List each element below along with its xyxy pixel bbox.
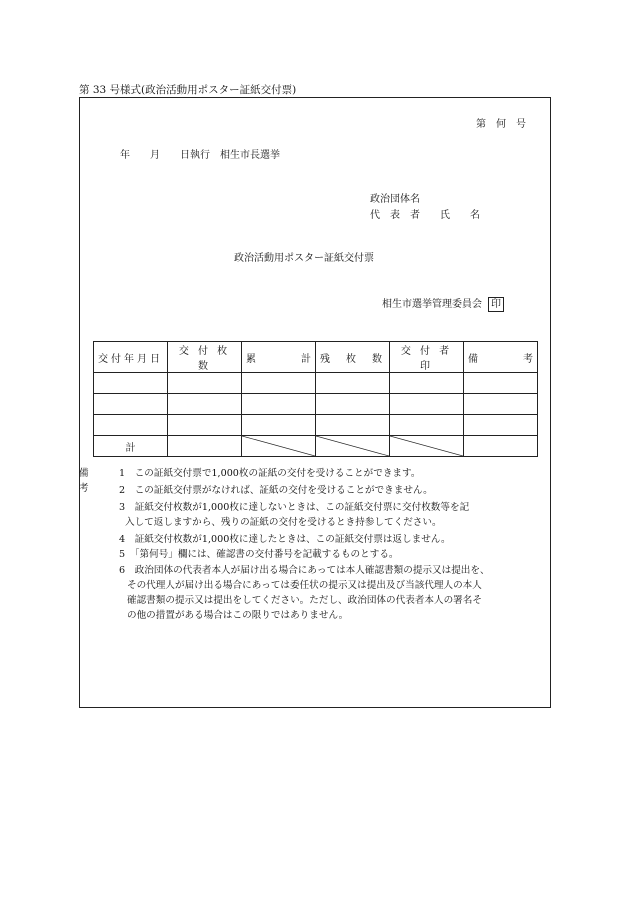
note-6-cont-3: の他の措置がある場合はこの限りではありません。 (127, 610, 349, 621)
issuance-table (93, 341, 538, 457)
election-line: 年 月 日執行 相生市長選挙 (120, 150, 280, 161)
note-6: 6 政治団体の代表者本人が届け出る場合にあっては本人確認書類の提示又は提出を、 (119, 565, 490, 576)
notes-heading: 備考 (79, 468, 89, 495)
document-title: 政治活動用ポスター証紙交付票 (234, 253, 374, 264)
note-6-cont-2: 確認書類の提示又は提出をしてください。ただし、政治団体の代表者本人の署名そ (127, 595, 482, 606)
number-label: 第 何 号 (476, 119, 526, 130)
form-number-title: 第 33 号様式(政治活動用ポスター証紙交付票) (79, 84, 297, 96)
table-header-row (94, 342, 538, 373)
issuer-line (382, 295, 504, 312)
note-3-cont: 入して返しますから、残りの証紙の交付を受けるとき持参してください。 (125, 517, 442, 528)
note-3: 3 証紙交付枚数が1,000枚に達しないときは、この証紙交付票に交付枚数等を記 (119, 502, 470, 513)
table-row (94, 415, 538, 436)
header-issued-count: 交 付 枚 数 (168, 342, 242, 373)
diagonal-cell (390, 436, 464, 457)
table-total-row (94, 436, 538, 457)
note-2: 2 この証紙交付票がなければ、証紙の交付を受けることができません。 (119, 485, 433, 496)
header-issuer-seal: 交 付 者 印 (390, 342, 464, 373)
header-remaining: 残 枚 数 (316, 342, 390, 373)
diagonal-cell (316, 436, 390, 457)
org-name-label: 政治団体名 (370, 194, 420, 205)
diagonal-cell (242, 436, 316, 457)
seal-box: 印 (488, 297, 504, 312)
representative-label: 代 表 者 氏 名 (370, 210, 480, 221)
issuer-name: 相生市選挙管理委員会 (382, 299, 482, 310)
table-row (94, 373, 538, 394)
note-1: 1 この証紙交付票で1,000枚の証紙の交付を受けることができます。 (119, 468, 421, 479)
note-6-cont-1: その代理人が届け出る場合にあっては委任状の提示又は提出及び当該代理人の本人 (127, 580, 482, 591)
note-5: 5 「第何号」欄には、確認書の交付番号を記載するものとする。 (119, 549, 399, 560)
total-label: 計 (94, 436, 168, 457)
note-4: 4 証紙交付枚数が1,000枚に達したときは、この証紙交付票は返しません。 (119, 534, 451, 545)
table-row (94, 394, 538, 415)
header-remarks: 備 考 (464, 342, 538, 373)
header-date: 交付年月日 (94, 342, 168, 373)
header-cumulative: 累 計 (242, 342, 316, 373)
